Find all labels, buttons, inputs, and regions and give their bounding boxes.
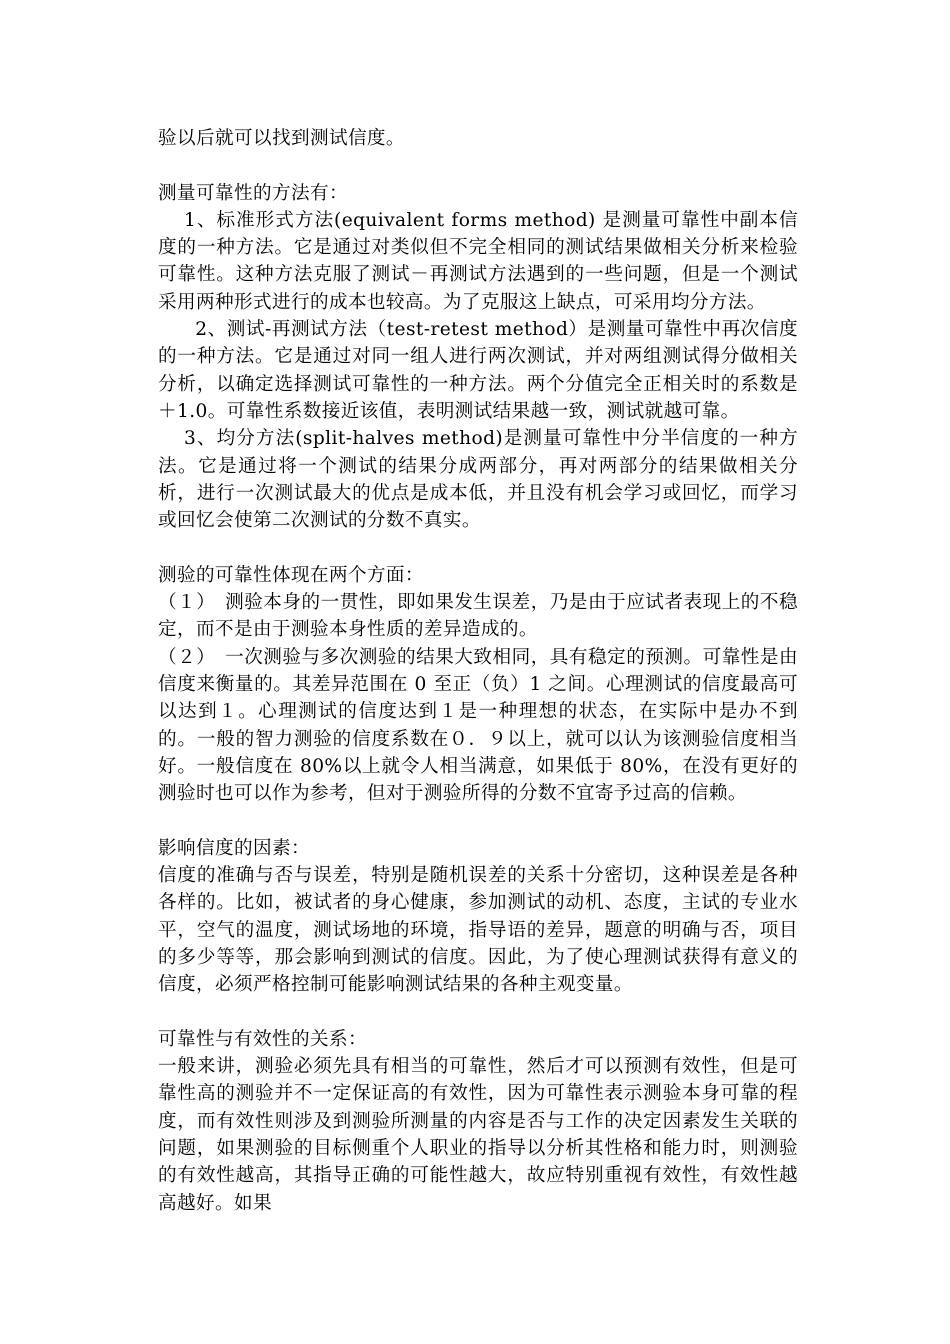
intro-line: 验以后就可以找到测试信度。 <box>158 128 405 149</box>
factors-heading: 影响信度的因素： <box>158 837 310 859</box>
method-3-paragraph: 3、均分方法(split-halves method)是测量可靠性中分半信度的一种方法。它是通过将一个测试的结果分成两部分，再对两部分的结果做相关分析，进行一次测试最大的优点是成本低，并且没有机会学习或回忆，而学习或回忆会使第二次测试的分数不真实。 <box>158 428 798 532</box>
paragraph-spacer <box>158 807 798 834</box>
method-1-paragraph: 1、标准形式方法(equivalent forms method) 是测量可靠性中副本信度的一种方法。它是通过对类似但不完全相同的测试结果做相关分析来检验可靠性。这种方法克服了测试－再测试方法遇到的一些问题，但是一个测试采用两种形式进行的成本也较高。为了克服这上缺点，可采用均分方法。 <box>158 209 798 313</box>
paragraph-spacer <box>158 999 798 1026</box>
relation-heading: 可靠性与有效性的关系： <box>158 1028 367 1050</box>
document-page <box>158 125 798 1217</box>
methods-heading: 测量可靠性的方法有： <box>158 182 348 204</box>
method-2-paragraph: 2、测试-再测试方法（test-retest method）是测量可靠性中再次信度的一种方法。它是通过对同一组人进行两次测试，并对两组测试得分做相关分析，以确定选择测试可靠性的一种方法。两个分值完全正相关时的系数是＋1.0。可靠性系数接近该值，表明测试结果越一致，测试就越可靠。 <box>158 319 798 422</box>
paragraph-spacer <box>158 534 798 561</box>
relation-paragraph: 一般来讲，测验必须先具有相当的可靠性，然后才可以预测有效性，但是可靠性高的测验并不一定保证高的有效性，因为可靠性表示测验本身可靠的程度，而有效性则涉及到测验所测量的内容是否与工作的决定因素发生关联的问题，如果测验的目标侧重个人职业的指导以分析其性格和能力时，则测验的有效性越高，其指导正确的可能性越大，故应特别重视有效性，有效性越高越好。如果 <box>158 1056 798 1214</box>
aspect-1-paragraph: （１） 测验本身的一贯性，即如果发生误差，乃是由于应试者表现上的不稳定，而不是由于测验本身性质的差异造成的。 <box>158 592 798 641</box>
aspect-2-paragraph: （２） 一次测验与多次测验的结果大致相同，具有稳定的预测。可靠性是由信度来衡量的。其差异范围在 0 至正（负）1 之间。心理测试的信度最高可以达到１。心理测试的信度达到１是一种理想的状态，在实际中是办不到的。一般的智力测验的信度系数在０．９以上，就可以认为该测验信度相当好。一般信度在 80%以上就令人相当满意，如果低于 80%，在没有更好的测验时也可以作为参考，但对于测验所得的分数不宜寄予过高的信赖。 <box>158 646 798 805</box>
factors-paragraph: 信度的准确与否与误差，特别是随机误差的关系十分密切，这种误差是各种各样的。比如，被试者的身心健康，参加测试的动机、态度，主试的专业水平，空气的温度，测试场地的环境，指导语的差异，题意的明确与否，项目的多少等等，那会影响到测试的信度。因此，为了使心理测试获得有意义的信度，必须严格控制可能影响测试结果的各种主观变量。 <box>158 865 798 996</box>
aspects-heading: 测验的可靠性体现在两个方面： <box>158 564 424 586</box>
paragraph-spacer <box>158 152 798 179</box>
